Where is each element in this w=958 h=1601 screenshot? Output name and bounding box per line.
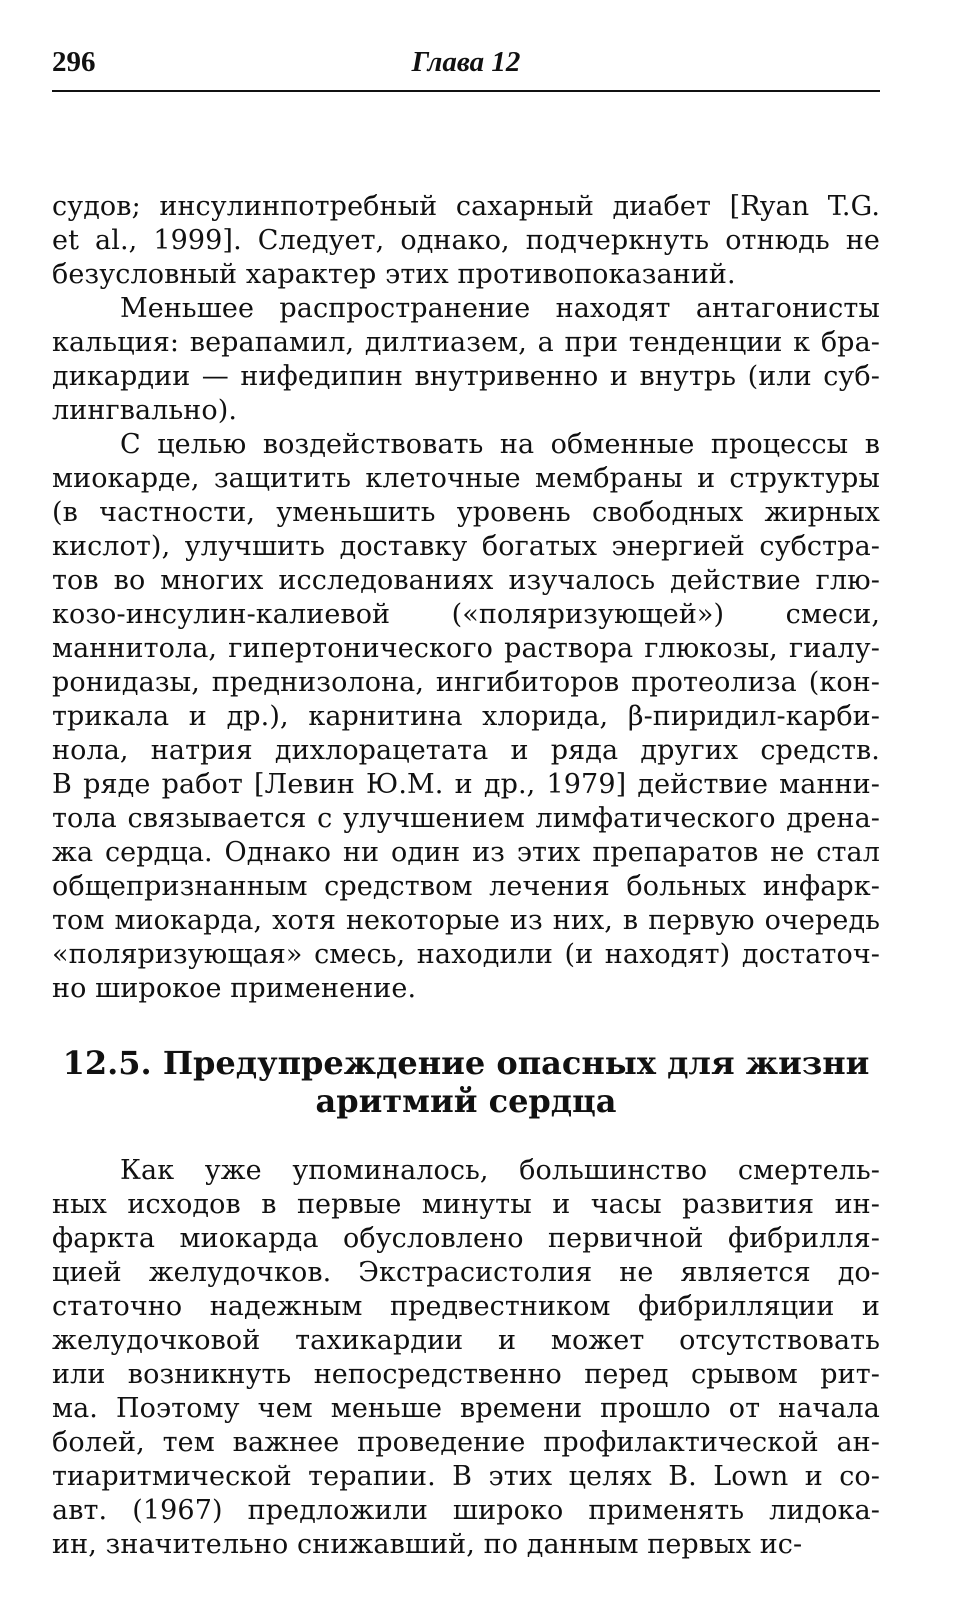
text-line: ных исходов в первые минуты и часы развития ин- [52,1189,880,1220]
text-line: или возникнуть непосредственно перед срывом рит- [52,1359,880,1390]
section-body-text [52,1154,880,1562]
text-line: авт. (1967) предложили широко применять лидока- [52,1495,880,1526]
text-line: нола, натрия дихлорацетата и ряда других средств. [52,735,880,766]
text-line: болей, тем важнее проведение профилактической ан- [52,1427,880,1458]
text-line: ма. Поэтому чем меньше времени прошло от начала [52,1393,880,1424]
text-line: ин, значительно снижавший, по данным первых ис- [52,1529,803,1560]
section-heading-line: аритмий сердца [315,1082,617,1120]
text-line: С целью воздействовать на обменные процессы в [120,429,880,460]
text-line: миокарде, защитить клеточные мембраны и структуры [52,463,880,494]
text-line: желудочковой тахикардии и может отсутствовать [52,1325,880,1356]
paragraph [52,190,880,292]
text-line: маннитола, гипертонического раствора глюкозы, гиалу- [52,633,880,664]
text-line: В ряде работ [Левин Ю.М. и др., 1979] действие манни- [52,769,880,800]
text-line: судов; инсулинпотребный сахарный диабет [Ryan T.G. [52,191,880,222]
text-line: общепризнанным средством лечения больных инфарк- [52,871,880,902]
text-line: цией желудочков. Экстрасистолия не является до- [52,1257,880,1288]
paragraph [52,292,880,428]
section-heading-line: 12.5. Предупреждение опасных для жизни [62,1044,870,1082]
section-heading [52,1044,880,1120]
text-line: et al., 1999]. Следует, однако, подчеркнуть отнюдь не [52,225,880,256]
text-line: Меньшее распространение находят антагонисты [120,293,880,324]
running-head: Глава 12 [411,46,521,78]
page-number: 296 [52,46,96,78]
text-line: дикардии — нифедипин внутривенно и внутрь (или суб- [52,361,880,392]
text-line: трикала и др.), карнитина хлорида, β-пиридил-карби- [52,701,880,732]
text-line: кальция: верапамил, дилтиазем, а при тенденции к бра- [52,327,880,358]
text-line: тов во многих исследованиях изучалось действие глю- [52,565,880,596]
text-line: тиаритмической терапии. В этих целях B. Lown и со- [52,1461,880,1492]
text-line: (в частности, уменьшить уровень свободных жирных [52,497,880,528]
text-line: статочно надежным предвестником фибрилляции и [52,1291,880,1322]
text-line: безусловный характер этих противопоказаний. [52,259,736,290]
text-line: кислот), улучшить доставку богатых энергией субстра- [52,531,880,562]
text-line: ронидазы, преднизолона, ингибиторов протеолиза (кон- [52,667,880,698]
page-header [52,40,880,92]
text-line: фаркта миокарда обусловлено первичной фибрилля- [52,1223,880,1254]
body-text [52,190,880,1006]
text-line: лингвально). [52,395,238,426]
text-line: тола связывается с улучшением лимфатического дрена- [52,803,880,834]
text-line: козо-инсулин-калиевой («поляризующей») смеси, [52,599,880,630]
text-line: том миокарда, хотя некоторые из них, в первую очередь [52,905,880,936]
text-line: но широкое применение. [52,973,417,1004]
paragraph [52,428,880,1006]
text-line: Как уже упоминалось, большинство смертель- [120,1155,880,1186]
book-page [52,40,880,1562]
text-line: «поляризующая» смесь, находили (и находят) достаточ- [52,939,880,970]
text-line: жа сердца. Однако ни один из этих препаратов не стал [52,837,880,868]
paragraph [52,1154,880,1562]
